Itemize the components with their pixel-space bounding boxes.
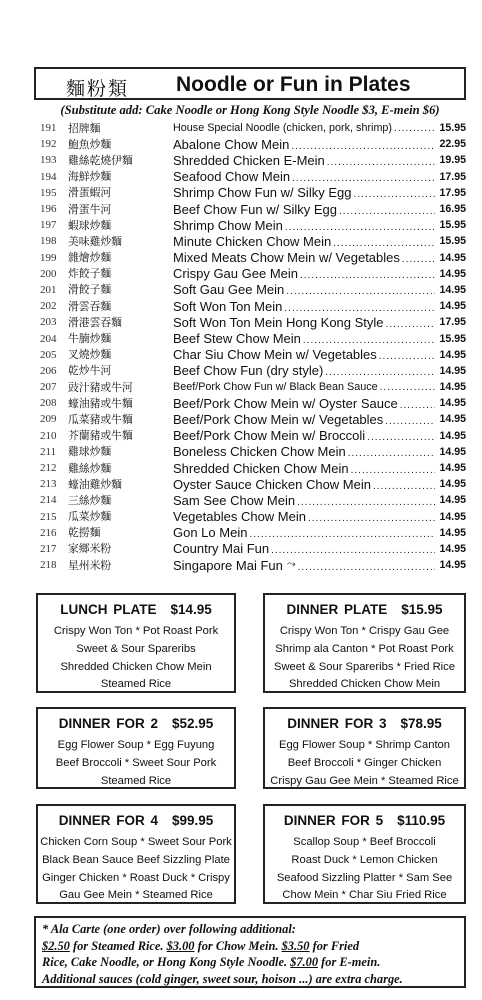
item-name-english: Beef Chow Fun w/ Silky Egg — [173, 201, 338, 217]
dinner-for-5-line: Chow Mein * Char Siu Fried Rice — [282, 889, 447, 902]
item-number: 216 — [40, 526, 57, 539]
menu-item-row — [40, 363, 466, 379]
item-name-english: Boneless Chicken Chow Mein — [173, 444, 346, 460]
item-name-chinese: 滑蛋蝦河 — [68, 186, 112, 200]
dinner-for-4-line: Gau Gee Mein * Steamed Rice — [59, 889, 213, 902]
item-price: 16.95 — [439, 203, 466, 216]
leader-dots — [327, 153, 435, 168]
menu-item-row — [40, 233, 466, 249]
menu-item-row — [40, 185, 466, 201]
section-title-box — [34, 67, 466, 100]
leader-dots — [303, 331, 435, 346]
item-number: 201 — [40, 283, 57, 296]
item-name-chinese: 雞絲炒麵 — [68, 461, 112, 475]
menu-item-row — [40, 347, 466, 363]
dinner-for-4-line: Ginger Chicken * Roast Duck * Crispy — [42, 871, 230, 884]
dinner-for-4-price: $99.95 — [171, 813, 214, 828]
item-number: 214 — [40, 494, 57, 507]
leader-dots — [394, 122, 435, 134]
dinner-for-3-title: DINNER FOR 3 — [287, 716, 387, 731]
item-name-english: Beef Stew Chow Mein — [173, 331, 301, 347]
item-name-english: Country Mai Fun — [173, 541, 270, 557]
dinner-plate-price: $15.95 — [401, 602, 443, 617]
leader-dots — [351, 461, 435, 476]
item-name-chinese: 滑港雲吞麵 — [68, 315, 122, 329]
dinner-for-4-header — [38, 811, 234, 830]
menu-item-row — [40, 266, 466, 282]
menu-item-row — [40, 541, 466, 557]
item-number: 205 — [40, 348, 57, 361]
item-price: 14.95 — [439, 445, 466, 458]
item-name-chinese: 芥蘭豬或牛麵 — [68, 429, 133, 443]
leader-dots — [379, 347, 435, 362]
item-price: 14.95 — [439, 526, 466, 539]
note-line-2 — [42, 938, 458, 955]
leader-dots — [380, 381, 435, 393]
menu-item-row — [40, 282, 466, 298]
item-number: 213 — [40, 478, 57, 491]
item-price: 15.95 — [439, 122, 466, 135]
item-name-english-wrap — [173, 363, 435, 378]
item-number: 210 — [40, 429, 57, 442]
item-name-chinese: 滑餃子麵 — [68, 283, 112, 297]
spicy-pepper-icon: ⤳ — [286, 557, 296, 570]
item-name-english-wrap — [173, 428, 435, 443]
item-price: 14.95 — [439, 494, 466, 507]
item-price: 15.95 — [439, 235, 466, 248]
menu-item-row — [40, 330, 466, 346]
item-name-chinese: 美味雞炒麵 — [68, 234, 122, 248]
item-name-english-wrap — [173, 137, 435, 152]
item-price: 14.95 — [439, 462, 466, 475]
menu-item-row — [40, 201, 466, 217]
dinner-for-3-header — [265, 714, 464, 733]
item-name-chinese: 招牌麵 — [68, 121, 101, 135]
leader-dots — [308, 509, 435, 524]
dinner-plate-title: DINNER PLATE — [286, 602, 388, 617]
item-name-english-wrap — [173, 412, 435, 427]
dinner-for-2-title: DINNER FOR 2 — [58, 716, 158, 731]
item-name-english: Char Siu Chow Mein w/ Vegetables — [173, 347, 377, 363]
item-name-english: Shrimp Chow Fun w/ Silky Egg — [173, 185, 352, 201]
leader-dots — [385, 412, 435, 427]
item-name-english: Crispy Gau Gee Mein — [173, 266, 298, 282]
menu-item-row — [40, 250, 466, 266]
item-number: 215 — [40, 510, 57, 523]
item-name-chinese: 牛腩炒麵 — [68, 332, 112, 346]
item-name-english: Abalone Chow Mein — [173, 136, 290, 152]
item-name-english: Singapore Mai Fun — [173, 557, 283, 573]
section-title-english: Noodle or Fun in Plates — [176, 73, 411, 96]
item-name-english: Shrimp Chow Mein — [173, 217, 283, 233]
item-number: 197 — [40, 219, 57, 232]
item-name-english: Soft Won Ton Mein Hong Kong Style — [173, 314, 384, 330]
item-name-english: Beef/Pork Chow Mein w/ Vegetables — [173, 411, 384, 427]
note-text: Rice, Cake Noodle, or Hong Kong Style Noodle. — [42, 955, 291, 969]
dinner-for-3-line: Egg Flower Soup * Shrimp Canton — [278, 739, 450, 751]
dinner-for-5-price: $110.95 — [397, 813, 446, 828]
dinner-for-3-price: $78.95 — [400, 716, 442, 731]
item-name-english-wrap — [173, 250, 435, 265]
substitute-note: (Substitute add: Cake Noodle or Hong Kong Style Noodle $3, E-mein $6) — [60, 103, 440, 117]
menu-item-row — [40, 444, 466, 460]
dinner-for-5-line: Seafood Sizzling Platter * Sam See — [276, 871, 453, 884]
item-price: 14.95 — [439, 251, 466, 264]
item-price: 14.95 — [439, 429, 466, 442]
lunch-plate-header — [38, 600, 234, 619]
menu-item-row — [40, 136, 466, 152]
lunch-plate-title: LUNCH PLATE — [60, 602, 157, 617]
item-price: 17.95 — [439, 170, 466, 183]
item-name-chinese: 雜燴炒麵 — [68, 251, 112, 265]
note-text: for E-mein. — [318, 955, 381, 969]
leader-dots — [402, 250, 435, 265]
item-name-chinese: 家鄉米粉 — [68, 542, 112, 556]
item-price: 14.95 — [439, 348, 466, 361]
menu-item-row — [40, 460, 466, 476]
lunch-plate-line: Sweet & Sour Spareribs — [76, 642, 196, 655]
dinner-plate-line: Sweet & Sour Spareribs * Fried Rice — [274, 660, 455, 673]
item-name-chinese: 鮑魚炒麵 — [68, 137, 112, 151]
item-price: 14.95 — [439, 381, 466, 394]
leader-dots — [325, 363, 435, 378]
item-name-english-wrap — [173, 444, 435, 459]
dinner-plate-line: Shredded Chicken Chow Mein — [288, 678, 441, 691]
menu-item-row — [40, 120, 466, 136]
dinner-for-3-box — [263, 707, 466, 789]
item-name-chinese: 滑蛋牛河 — [68, 202, 112, 216]
dinner-plate-line: Shrimp ala Canton * Pot Roast Pork — [275, 642, 454, 655]
item-name-english-wrap — [173, 282, 435, 297]
item-name-chinese: 海鮮炒麵 — [68, 170, 112, 184]
item-price: 15.95 — [439, 219, 466, 232]
item-number: 193 — [40, 154, 57, 167]
lunch-plate-box — [36, 593, 236, 693]
item-price: 14.95 — [439, 510, 466, 523]
item-price: 14.95 — [439, 413, 466, 426]
leader-dots — [284, 299, 435, 314]
item-price: 14.95 — [439, 364, 466, 377]
item-name-chinese: 炸餃子麵 — [68, 267, 112, 281]
item-number: 200 — [40, 267, 57, 280]
item-price: 14.95 — [439, 283, 466, 296]
note-text: for Steamed Rice. — [69, 938, 167, 953]
item-number: 198 — [40, 235, 57, 248]
item-name-english-wrap — [173, 558, 435, 573]
menu-item-row — [40, 379, 466, 395]
dinner-for-2-box — [36, 707, 236, 789]
menu-item-row — [40, 395, 466, 411]
item-number: 199 — [40, 251, 57, 264]
lunch-plate-line: Crispy Won Ton * Pot Roast Pork — [53, 625, 219, 637]
item-name-english: Minute Chicken Chow Mein — [173, 233, 332, 249]
item-name-chinese: 乾炒牛河 — [68, 364, 112, 378]
item-name-english-wrap — [173, 509, 435, 524]
menu-item-row — [40, 557, 466, 573]
item-price: 14.95 — [439, 478, 466, 491]
note-line-3 — [42, 954, 458, 971]
note-price: $3.00 — [166, 938, 195, 953]
item-name-english: Soft Gau Gee Mein — [173, 282, 285, 298]
dinner-for-4-title: DINNER FOR 4 — [58, 813, 158, 828]
leader-dots — [333, 234, 435, 249]
item-number: 204 — [40, 332, 57, 345]
item-price: 19.95 — [439, 154, 466, 167]
menu-item-row — [40, 298, 466, 314]
leader-dots — [348, 444, 435, 459]
item-name-english: Beef Chow Fun (dry style) — [173, 363, 324, 379]
item-name-english: Shredded Chicken E-Mein — [173, 152, 325, 168]
leader-dots — [291, 137, 435, 152]
item-name-chinese: 雞絲乾燒伊麵 — [68, 153, 133, 167]
dinner-for-2-line: Steamed Rice — [100, 774, 172, 787]
item-name-chinese: 蠔油豬或牛麵 — [68, 396, 133, 410]
item-number: 192 — [40, 138, 57, 151]
item-name-english: Sam See Chow Mein — [173, 492, 296, 508]
menu-item-row — [40, 217, 466, 233]
dinner-plate-header — [265, 600, 464, 619]
note-price: $2.50 — [42, 938, 70, 953]
item-name-english-wrap — [173, 169, 435, 184]
dinner-for-3-line: Beef Broccoli * Ginger Chicken — [287, 756, 442, 769]
item-name-english-wrap — [173, 381, 435, 393]
menu-item-row — [40, 492, 466, 508]
item-number: 218 — [40, 559, 57, 572]
item-name-english-wrap — [173, 202, 435, 217]
dinner-for-5-line: Roast Duck * Lemon Chicken — [291, 853, 438, 866]
item-name-chinese: 豉汁豬或牛河 — [68, 380, 133, 394]
menu-item-row — [40, 169, 466, 185]
note-line-1: * Ala Carte (one order) over following additional: — [42, 922, 296, 936]
item-name-english-wrap — [173, 315, 435, 330]
menu-item-row — [40, 411, 466, 427]
menu-item-row — [40, 476, 466, 492]
dinner-for-4-line: Black Bean Sauce Beef Sizzling Plate — [42, 853, 230, 866]
item-number: 191 — [40, 122, 57, 135]
item-name-english: Beef/Pork Chow Fun w/ Black Bean Sauce — [173, 381, 378, 394]
dinner-for-4-line: Chicken Corn Soup * Sweet Sour Pork — [40, 836, 232, 848]
item-name-english-wrap — [173, 234, 435, 249]
item-name-english: Soft Won Ton Mein — [173, 298, 283, 314]
section-title-chinese: 麵粉類 — [66, 78, 130, 100]
item-name-chinese: 瓜菜炒麵 — [68, 510, 112, 524]
item-name-english-wrap — [173, 185, 435, 200]
item-price: 14.95 — [439, 559, 466, 572]
item-price: 14.95 — [439, 267, 466, 280]
item-name-english: Seafood Chow Mein — [173, 169, 291, 185]
item-number: 194 — [40, 170, 57, 183]
item-name-english-wrap — [173, 331, 435, 346]
lunch-plate-price: $14.95 — [170, 602, 212, 617]
item-number: 207 — [40, 381, 57, 394]
item-name-english-wrap — [173, 122, 435, 134]
noodle-menu-list — [40, 120, 466, 573]
item-name-chinese: 瓜菜豬或牛麵 — [68, 412, 133, 426]
lunch-plate-line: Steamed Rice — [100, 678, 172, 691]
leader-dots — [286, 282, 435, 297]
item-name-english-wrap — [173, 266, 435, 281]
leader-dots — [298, 558, 435, 573]
item-number: 208 — [40, 397, 57, 410]
leader-dots — [386, 315, 435, 330]
item-number: 206 — [40, 364, 57, 377]
item-number: 202 — [40, 300, 57, 313]
leader-dots — [353, 185, 435, 200]
leader-dots — [285, 218, 435, 233]
item-name-english-wrap — [173, 396, 435, 411]
leader-dots — [339, 202, 435, 217]
dinner-plate-box — [263, 593, 466, 693]
leader-dots — [373, 477, 435, 492]
note-text: for Chow Mein. — [194, 938, 282, 953]
dinner-for-2-price: $52.95 — [171, 716, 214, 731]
leader-dots — [400, 396, 435, 411]
item-name-english-wrap — [173, 525, 435, 540]
dinner-for-2-line: Beef Broccoli * Sweet Sour Pork — [55, 756, 217, 769]
dinner-for-3-line: Crispy Gau Gee Mein * Steamed Rice — [270, 774, 459, 787]
item-name-english-wrap — [173, 218, 435, 233]
menu-item-row — [40, 525, 466, 541]
item-name-english-wrap — [173, 347, 435, 362]
item-number: 195 — [40, 186, 57, 199]
leader-dots — [300, 266, 435, 281]
item-name-english: House Special Noodle (chicken, pork, shrimp) — [173, 122, 393, 135]
item-price: 15.95 — [439, 332, 466, 345]
item-price: 17.95 — [439, 186, 466, 199]
item-name-english: Shredded Chicken Chow Mein — [173, 460, 349, 476]
menu-item-row — [40, 314, 466, 330]
leader-dots — [292, 169, 435, 184]
item-name-english: Beef/Pork Chow Mein w/ Oyster Sauce — [173, 395, 398, 411]
item-name-english: Oyster Sauce Chicken Chow Mein — [173, 476, 371, 492]
dinner-for-4-box — [36, 804, 236, 904]
item-name-english: Gon Lo Mein — [173, 525, 248, 541]
menu-item-row — [40, 509, 466, 525]
item-name-chinese: 乾撈麵 — [68, 526, 101, 540]
item-name-english-wrap — [173, 299, 435, 314]
leader-dots — [297, 493, 435, 508]
note-line-4: Additional sauces (cold ginger, sweet sour, hoison ...) are extra charge. — [42, 971, 403, 986]
item-name-english: Vegetables Chow Mein — [173, 509, 306, 525]
item-name-chinese: 蠔油雞炒麵 — [68, 477, 122, 491]
note-text: for Fried — [309, 938, 360, 953]
item-name-english: Mixed Meats Chow Mein w/ Vegetables — [173, 250, 400, 266]
menu-item-row — [40, 428, 466, 444]
item-number: 217 — [40, 542, 57, 555]
item-name-chinese: 滑雲吞麵 — [68, 299, 112, 313]
item-name-chinese: 雞球炒麵 — [68, 445, 112, 459]
item-price: 17.95 — [439, 316, 466, 329]
item-price: 14.95 — [439, 397, 466, 410]
item-number: 209 — [40, 413, 57, 426]
menu-item-row — [40, 152, 466, 168]
item-number: 203 — [40, 316, 57, 329]
item-name-english-wrap — [173, 493, 435, 508]
item-name-chinese: 蝦球炒麵 — [68, 218, 112, 232]
dinner-for-5-header — [265, 811, 464, 830]
dinner-for-5-title: DINNER FOR 5 — [283, 813, 384, 828]
item-name-english: Beef/Pork Chow Mein w/ Broccoli — [173, 428, 366, 444]
ala-carte-note — [34, 916, 466, 988]
item-number: 212 — [40, 462, 57, 475]
item-name-english-wrap — [173, 477, 435, 492]
leader-dots — [367, 428, 435, 443]
dinner-for-5-line: Scallop Soup * Beef Broccoli — [293, 836, 436, 848]
leader-dots — [271, 541, 435, 556]
item-name-english-wrap — [173, 541, 435, 556]
item-name-chinese: 叉燒炒麵 — [68, 348, 112, 362]
item-name-chinese: 三絲炒麵 — [68, 493, 112, 507]
item-number: 196 — [40, 203, 57, 216]
dinner-for-2-header — [38, 714, 234, 733]
item-name-chinese: 星州米粉 — [68, 558, 112, 572]
note-price: $3.50 — [281, 938, 310, 953]
dinner-for-2-line: Egg Flower Soup * Egg Fuyung — [57, 739, 215, 751]
leader-dots — [249, 525, 435, 540]
dinner-for-5-box — [263, 804, 466, 904]
note-price: $7.00 — [290, 955, 319, 969]
item-name-english-wrap — [173, 461, 435, 476]
item-name-english-wrap — [173, 153, 435, 168]
item-price: 14.95 — [439, 300, 466, 313]
item-number: 211 — [40, 445, 57, 458]
lunch-plate-line: Shredded Chicken Chow Mein — [60, 660, 212, 673]
item-price: 22.95 — [439, 138, 466, 151]
dinner-plate-line: Crispy Won Ton * Crispy Gau Gee — [279, 625, 450, 637]
item-price: 14.95 — [439, 542, 466, 555]
